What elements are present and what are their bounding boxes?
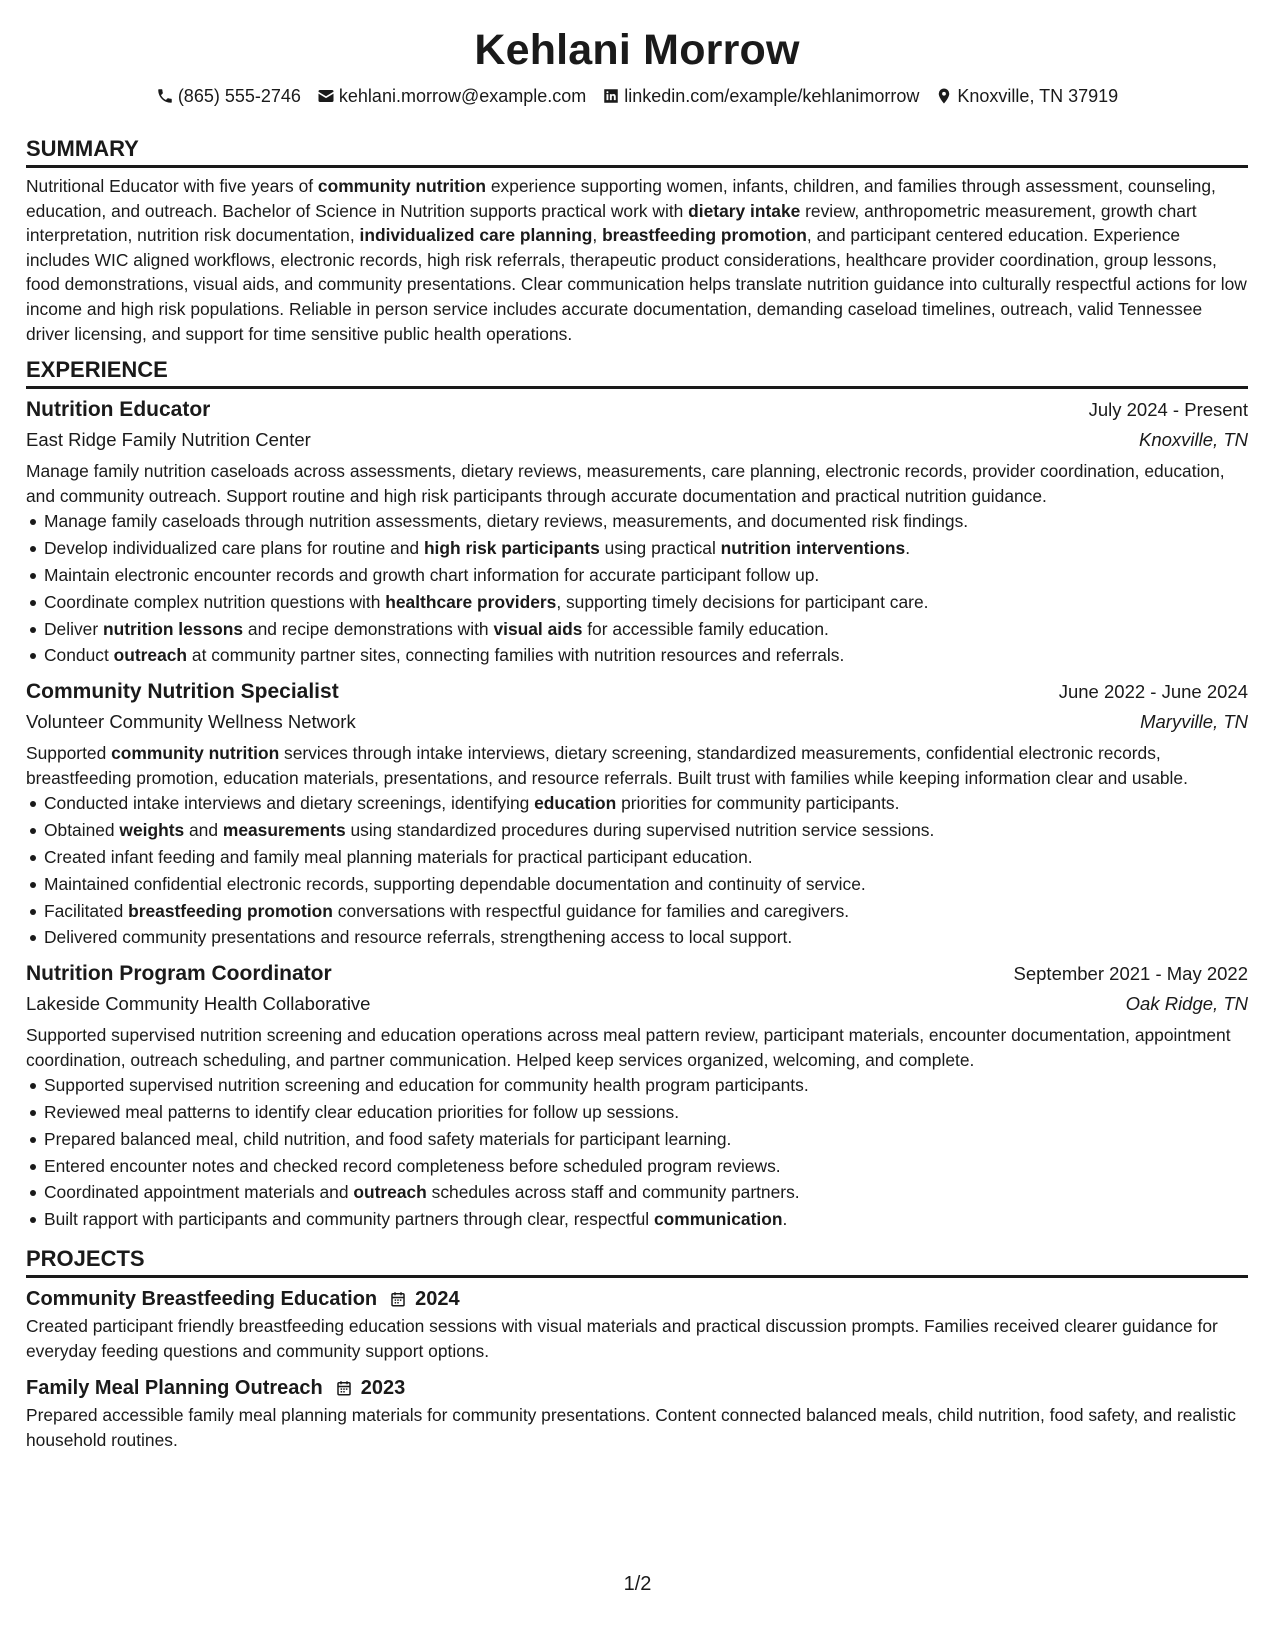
projects-list <box>26 1284 1248 1452</box>
job-summary: Manage family nutrition caseloads across assessments, dietary reviews, measurements, care planning, electronic records, provider coordination, education, and community outreach. Support routine and high risk participants through accurate documentation and practical nutrition guidance. <box>26 461 1225 506</box>
job-dates: September 2021 - May 2022 <box>1013 963 1248 985</box>
bullet-item: Coordinate complex nutrition questions with healthcare providers, supporting timely decisions for participant care. <box>44 589 1248 616</box>
job-company-row <box>26 707 1248 737</box>
job-title-row <box>26 959 1248 989</box>
project-title: Community Breastfeeding Education <box>26 1288 378 1311</box>
job-title-row <box>26 677 1248 707</box>
job-title: Nutrition Educator <box>26 398 211 422</box>
project-entry <box>26 1373 1248 1452</box>
project-year: 2023 <box>360 1377 406 1400</box>
bullet-item: Maintained confidential electronic records, supporting dependable documentation and continuity of service. <box>44 871 1248 898</box>
envelope-icon <box>317 87 335 105</box>
job-bullets <box>26 790 1248 951</box>
project-header <box>26 1373 1248 1403</box>
bullet-item: Created infant feeding and family meal planning materials for practical participant education. <box>44 844 1248 871</box>
project-year-group <box>389 1284 460 1314</box>
job-company-row <box>26 425 1248 455</box>
job-title: Community Nutrition Specialist <box>26 680 339 704</box>
job-company: Lakeside Community Health Collaborative <box>26 993 371 1015</box>
bullet-item: Entered encounter notes and checked record completeness before scheduled program reviews. <box>44 1153 1248 1180</box>
location-text: Knoxville, TN 37919 <box>957 86 1119 106</box>
summary-heading: SUMMARY <box>26 135 1248 168</box>
contact-bar <box>26 84 1248 108</box>
job-company: East Ridge Family Nutrition Center <box>26 429 311 451</box>
bullet-item: Supported supervised nutrition screening and education for community health program participants. <box>44 1072 1248 1099</box>
project-entry <box>26 1284 1248 1363</box>
phone-number: (865) 555-2746 <box>177 86 301 106</box>
project-description: Prepared accessible family meal planning materials for community presentations. Content connected balanced meals, child nutrition, food safety, and realistic household routines. <box>26 1405 1236 1450</box>
bullet-item: Manage family caseloads through nutrition assessments, dietary reviews, measurements, and documented risk findings. <box>44 508 1248 535</box>
bullet-item: Maintain electronic encounter records and growth chart information for accurate participant follow up. <box>44 562 1248 589</box>
job-bullets <box>26 1072 1248 1233</box>
bullet-item: Conduct outreach at community partner sites, connecting families with nutrition resources and referrals. <box>44 642 1248 669</box>
bullet-item: Obtained weights and measurements using standardized procedures during supervised nutrition service sessions. <box>44 817 1248 844</box>
contact-email[interactable] <box>317 84 586 108</box>
contact-location <box>935 84 1118 108</box>
experience-list <box>26 395 1248 1233</box>
linkedin-icon <box>602 87 620 105</box>
job-location: Knoxville, TN <box>1139 429 1248 451</box>
job-title: Nutrition Program Coordinator <box>26 962 332 986</box>
job-summary: Supported supervised nutrition screening and education operations across meal pattern review, participant materials, encounter documentation, appointment coordination, outreach scheduling, and partner communication. Helped keep services organized, welcoming, and complete. <box>26 1025 1231 1070</box>
experience-heading: EXPERIENCE <box>26 356 1248 389</box>
project-header <box>26 1284 1248 1314</box>
project-title: Family Meal Planning Outreach <box>26 1377 323 1400</box>
bullet-item: Delivered community presentations and resource referrals, strengthening access to local support. <box>44 924 1248 951</box>
job-bullets <box>26 508 1248 669</box>
bullet-item: Reviewed meal patterns to identify clear education priorities for follow up sessions. <box>44 1099 1248 1126</box>
job-entry <box>26 959 1248 1233</box>
job-location: Oak Ridge, TN <box>1125 993 1248 1015</box>
projects-heading: PROJECTS <box>26 1245 1248 1278</box>
job-title-row <box>26 395 1248 425</box>
phone-icon <box>156 87 174 105</box>
project-description: Created participant friendly breastfeeding education sessions with visual materials and practical discussion prompts. Families received clearer guidance for everyday feeding questions and community support options. <box>26 1316 1218 1361</box>
summary-text: Nutritional Educator with five years of community nutrition experience supporting women, infants, children, and families through assessment, counseling, education, and outreach. Bachelor of Science in Nutrition supports practical work with dietary intake review, anthropometric measurement, growth chart interpretation, nutrition risk documentation, individualized care planning, breastfeeding promotion, and participant centered education. Experience includes WIC aligned workflows, electronic records, high risk referrals, therapeutic product considerations, healthcare provider coordination, group lessons, food demonstrations, visual aids, and community presentations. Clear communication helps translate nutrition guidance into culturally respectful actions for low income and high risk populations. Reliable in person service includes accurate documentation, demanding caseload timelines, outreach, valid Tennessee driver licensing, and support for time sensitive public health operations. <box>26 176 1247 344</box>
job-entry <box>26 395 1248 669</box>
contact-linkedin[interactable] <box>602 84 919 108</box>
job-summary: Supported community nutrition services through intake interviews, dietary screening, standardized measurements, confidential electronic records, breastfeeding promotion, education materials, presentations, and resource referrals. Built trust with families while keeping information clear and usable. <box>26 743 1188 788</box>
job-company-row <box>26 989 1248 1019</box>
resume-page <box>26 0 1248 1452</box>
contact-phone <box>156 84 301 108</box>
job-entry <box>26 677 1248 951</box>
bullet-item: Develop individualized care plans for routine and high risk participants using practical nutrition interventions. <box>44 535 1248 562</box>
bullet-item: Facilitated breastfeeding promotion conversations with respectful guidance for families and caregivers. <box>44 898 1248 925</box>
job-dates: June 2022 - June 2024 <box>1058 681 1248 703</box>
bullet-item: Deliver nutrition lessons and recipe demonstrations with visual aids for accessible family education. <box>44 616 1248 643</box>
project-year: 2024 <box>415 1288 460 1311</box>
map-pin-icon <box>935 87 953 105</box>
bullet-item: Coordinated appointment materials and outreach schedules across staff and community partners. <box>44 1179 1248 1206</box>
bullet-item: Conducted intake interviews and dietary screenings, identifying education priorities for community participants. <box>44 790 1248 817</box>
bullet-item: Built rapport with participants and community partners through clear, respectful communication. <box>44 1206 1248 1233</box>
job-location: Maryville, TN <box>1140 711 1248 733</box>
job-dates: July 2024 - Present <box>1088 399 1248 421</box>
linkedin-link[interactable]: linkedin.com/example/kehlanimorrow <box>624 86 920 106</box>
candidate-name: Kehlani Morrow <box>474 26 800 74</box>
job-company: Volunteer Community Wellness Network <box>26 711 356 733</box>
calendar-icon <box>335 1379 353 1397</box>
email-link[interactable]: kehlani.morrow@example.com <box>338 86 587 106</box>
bullet-item: Prepared balanced meal, child nutrition, and food safety materials for participant learning. <box>44 1126 1248 1153</box>
calendar-icon <box>389 1290 407 1308</box>
project-year-group <box>335 1373 406 1403</box>
page-number: 1/2 <box>623 1573 652 1595</box>
